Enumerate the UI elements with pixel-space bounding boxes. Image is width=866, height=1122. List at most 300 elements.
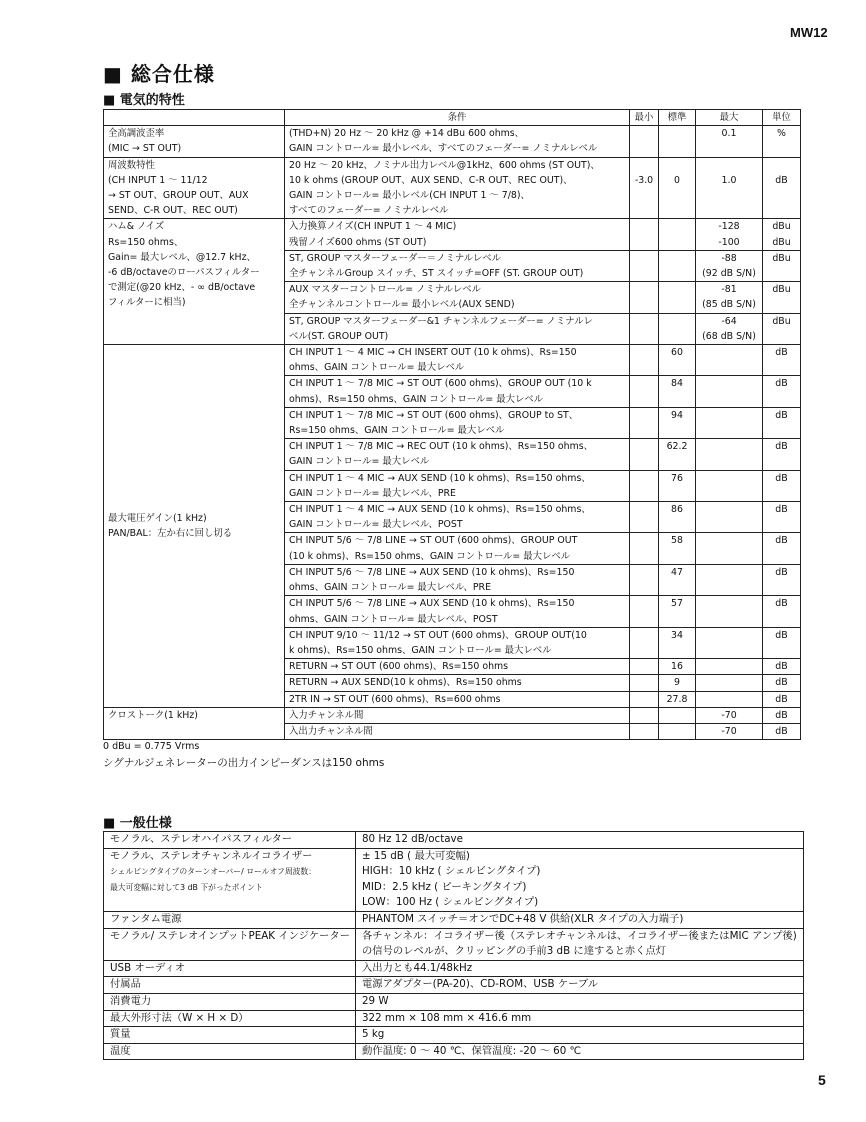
typ-value: 16 [671, 661, 683, 673]
typ-value: 62.2 [666, 441, 688, 453]
min-value [634, 360, 654, 375]
unit-value [767, 643, 796, 658]
unit-value-cell [763, 313, 801, 344]
typ-value-cell [659, 470, 696, 501]
spec-label-cell [104, 1027, 356, 1044]
category-cell [104, 157, 285, 219]
category-cell [104, 126, 285, 157]
typ-value: 86 [671, 504, 683, 516]
spec-value: ± 15 dB ( 最大可変幅) [362, 849, 470, 862]
spec-label-cell [104, 832, 356, 849]
typ-value [663, 126, 691, 141]
min-value [634, 219, 654, 234]
condition-cell: 全チャンネルGroup スイッチ、ST スイッチ=OFF (ST. GROUP OUT) [285, 266, 630, 282]
page-title: ■ 総合仕様 [103, 62, 215, 86]
typ-value: 58 [671, 535, 683, 547]
note-text: 0 dBu = 0.775 Vrms [103, 741, 200, 752]
min-value: -3.0 [634, 174, 654, 186]
max-value-cell [696, 470, 763, 501]
spec-label-cell [104, 848, 356, 911]
max-value-cell [696, 564, 763, 595]
min-value [634, 345, 654, 360]
typ-value [663, 188, 691, 203]
max-value [700, 376, 758, 391]
min-value [634, 471, 654, 486]
min-value [634, 141, 654, 156]
min-value [634, 517, 654, 532]
max-value [700, 565, 758, 580]
min-value [634, 692, 654, 707]
category-text: 全高調波歪率 [108, 128, 165, 140]
unit-value: dB [775, 174, 788, 186]
table-row [104, 960, 804, 977]
min-value [634, 203, 654, 218]
condition-cell: 全チャンネルコントロール= 最小レベル(AUX SEND) [285, 297, 630, 313]
max-value [700, 471, 758, 486]
unit-value: dB [775, 409, 788, 421]
typ-value [663, 266, 691, 281]
unit-value: dB [775, 347, 788, 359]
min-value [634, 282, 654, 297]
spec-value: MID：2.5 kHz ( ピーキングタイプ) [362, 880, 527, 893]
typ-value-cell [659, 707, 696, 723]
typ-value-cell [659, 533, 696, 564]
spec-label [110, 944, 349, 960]
min-value [634, 251, 654, 266]
typ-value [663, 580, 691, 595]
max-value-cell [696, 282, 763, 313]
category-text: SEND、C-R OUT、REC OUT) [108, 205, 238, 217]
max-value: 0.1 [721, 128, 737, 140]
condition-cell: ST, GROUP マスターフェーダー&1 チャンネルフェーダー= ノミナルレ [285, 313, 630, 329]
min-value [634, 502, 654, 517]
typ-value: 84 [671, 378, 683, 390]
min-value [634, 158, 654, 173]
unit-value-cell [763, 250, 801, 281]
category-text: Gain= 最大レベル、@12.7 kHz、 [108, 251, 256, 263]
unit-value [767, 612, 796, 627]
typ-value [663, 392, 691, 407]
condition-cell: すべてのフェーダー= ノミナルレベル [285, 203, 630, 219]
min-value-cell [630, 723, 659, 739]
unit-value: dB [775, 693, 788, 705]
typ-value: 94 [671, 409, 683, 421]
max-value: -70 [721, 709, 737, 721]
min-value [634, 439, 654, 454]
min-value-cell [630, 596, 659, 627]
unit-value-cell [763, 282, 801, 313]
unit-value-cell [763, 596, 801, 627]
condition-cell: CH INPUT 5/6 ～ 7/8 LINE → AUX SEND (10 k ohms)、Rs=150 [285, 596, 630, 612]
spec-value: 29 W [362, 994, 389, 1007]
condition-cell: GAIN コントロール= 最小レベル(CH INPUT 1 ～ 7/8)、 [285, 188, 630, 203]
condition-cell: ohms、GAIN コントロール= 最大レベル、POST [285, 612, 630, 628]
min-value [634, 643, 654, 658]
max-value: -128 [718, 221, 740, 233]
max-value-cell [696, 707, 763, 723]
min-value [634, 454, 654, 469]
typ-value [663, 282, 691, 297]
table-row [104, 848, 804, 911]
category-text: クロストーク(1 kHz) [108, 709, 198, 721]
typ-value: 76 [671, 472, 683, 484]
spec-value-cell [356, 960, 804, 977]
unit-value [767, 486, 796, 501]
spec-value: の信号のレベルが、クリッピングの手前3 dB に達すると赤く点灯 [362, 945, 667, 958]
unit-value: dB [775, 629, 788, 641]
unit-value: dB [775, 378, 788, 390]
spec-value: 動作温度: 0 ～ 40 ℃、保管温度: -20 ～ 60 ℃ [362, 1044, 582, 1057]
min-value [634, 126, 654, 141]
unit-value: dBu [772, 315, 791, 327]
spec-label [110, 895, 349, 911]
unit-value-cell [763, 533, 801, 564]
condition-cell: CH INPUT 1 ～ 7/8 MIC → ST OUT (600 ohms)、GROUP OUT (10 k [285, 376, 630, 392]
page-number: 5 [818, 1072, 826, 1088]
spec-value: 80 Hz 12 dB/octave [362, 833, 463, 845]
header-cell: 標準 [659, 110, 696, 126]
typ-value [663, 219, 691, 234]
max-value [700, 486, 758, 501]
spec-label-cell [104, 960, 356, 977]
max-value [700, 408, 758, 423]
header-cell: 最大 [696, 110, 763, 126]
unit-value: dB [775, 441, 788, 453]
unit-value: dBu [772, 221, 791, 233]
general-heading: ■ 一般仕様 [103, 816, 172, 831]
spec-value: LOW：100 Hz ( シェルビングタイプ) [362, 896, 539, 909]
condition-cell: ohms)、Rs=150 ohms、GAIN コントロール= 最大レベル [285, 392, 630, 408]
max-value: -64 [721, 315, 737, 327]
min-value-cell [630, 470, 659, 501]
typ-value [663, 486, 691, 501]
typ-value: 9 [674, 677, 680, 689]
unit-value: dB [775, 661, 788, 673]
max-value [700, 596, 758, 611]
spec-value-cell [356, 1027, 804, 1044]
min-value [634, 724, 654, 739]
category-text: (CH INPUT 1 ～ 11/12 [108, 174, 208, 186]
min-value-cell [630, 707, 659, 723]
typ-value-cell [659, 376, 696, 407]
unit-value [767, 423, 796, 438]
general-spec-table [103, 831, 804, 1060]
typ-value [663, 251, 691, 266]
spec-label: 付属品 [110, 978, 141, 991]
typ-value: 27.8 [666, 693, 688, 705]
table-row [104, 126, 801, 142]
category-text: (MIC → ST OUT) [108, 143, 182, 155]
condition-cell: 残留ノイズ600 ohms (ST OUT) [285, 235, 630, 251]
max-value: -88 [721, 252, 737, 264]
min-value [634, 533, 654, 548]
typ-value-cell [659, 250, 696, 281]
typ-value [663, 643, 691, 658]
max-value [700, 423, 758, 438]
max-value [700, 611, 758, 626]
max-value-cell [696, 250, 763, 281]
condition-cell: CH INPUT 5/6 ～ 7/8 LINE → ST OUT (600 ohms)、GROUP OUT [285, 533, 630, 549]
max-value: (85 dB S/N) [702, 299, 756, 311]
table-row [104, 707, 801, 723]
min-value [634, 423, 654, 438]
condition-cell: ベル(ST. GROUP OUT) [285, 329, 630, 345]
spec-value-cell [356, 977, 804, 994]
max-value [700, 549, 758, 564]
condition-cell: 入力チャンネル間 [285, 707, 630, 723]
min-value [634, 314, 654, 329]
unit-value: dBu [772, 252, 791, 264]
unit-value-cell [763, 691, 801, 707]
category-cell [104, 345, 285, 708]
condition-cell: ohms、GAIN コントロール= 最大レベル [285, 360, 630, 376]
unit-value: dB [775, 709, 788, 721]
category-text: 最大電圧ゲイン(1 kHz) [108, 512, 207, 524]
max-value [700, 158, 758, 173]
max-value-cell [696, 533, 763, 564]
unit-value [767, 517, 796, 532]
unit-value [767, 454, 796, 469]
condition-cell: GAIN コントロール= 最大レベル、PRE [285, 486, 630, 502]
spec-label: 最大可変幅に対して3 dB 下がったポイント [110, 882, 263, 892]
table-header-row [104, 110, 801, 126]
min-value [634, 376, 654, 391]
spec-label: シェルビングタイプのターンオーバー/ ロールオフ周波数： [110, 867, 317, 877]
max-value [700, 517, 758, 532]
max-value [700, 454, 758, 469]
typ-value-cell [659, 407, 696, 438]
spec-label-cell [104, 1010, 356, 1027]
condition-cell: (THD+N) 20 Hz ～ 20 kHz @ +14 dBu 600 ohms、 [285, 126, 630, 142]
spec-value: HIGH：10 kHz ( シェルビングタイプ) [362, 865, 541, 878]
spec-value: 電源アダプター(PA-20)、CD-ROM、USB ケーブル [362, 978, 599, 991]
unit-value-cell [763, 723, 801, 739]
typ-value [663, 708, 691, 723]
condition-cell: 10 k ohms (GROUP OUT、AUX SEND、C-R OUT、REC OUT)、 [285, 173, 630, 188]
unit-value [767, 360, 796, 375]
unit-value: % [777, 128, 786, 140]
typ-value-cell [659, 219, 696, 250]
notes [103, 739, 384, 771]
max-value-cell [696, 691, 763, 707]
unit-value-cell [763, 219, 801, 250]
max-value [700, 580, 758, 595]
max-value: 1.0 [721, 174, 737, 186]
min-value-cell [630, 502, 659, 533]
table-row [104, 993, 804, 1010]
spec-label: ファンタム電源 [110, 912, 182, 925]
table-row [104, 911, 804, 928]
table-row [104, 219, 801, 235]
max-value-cell [696, 627, 763, 658]
unit-value-cell [763, 502, 801, 533]
typ-value: 57 [671, 598, 683, 610]
unit-value-cell [763, 707, 801, 723]
unit-value [767, 266, 796, 281]
spec-value: PHANTOM スイッチ＝オンでDC+48 V 供給(XLR タイプの入力端子) [362, 912, 684, 925]
spec-value: 入出力とも44.1/48kHz [362, 961, 473, 974]
condition-cell: RETURN → ST OUT (600 ohms)、Rs=150 ohms [285, 659, 630, 675]
max-value [700, 643, 758, 658]
max-value: -81 [721, 284, 737, 296]
model-name: MW12 [790, 25, 828, 40]
typ-value-cell [659, 691, 696, 707]
category-text: フィルターに相当) [108, 297, 186, 309]
spec-value-cell [356, 993, 804, 1010]
min-value-cell [630, 313, 659, 344]
typ-value [663, 203, 691, 218]
typ-value-cell [659, 282, 696, 313]
category-cell [104, 707, 285, 739]
max-value-cell [696, 439, 763, 470]
typ-value: 60 [671, 347, 683, 359]
min-value-cell [630, 564, 659, 595]
condition-cell: GAIN コントロール= 最大レベル、POST [285, 517, 630, 533]
category-text: ハム& ノイズ [108, 221, 165, 233]
spec-value: 各チャンネル：イコライザー後（ステレオチャンネルは、イコライザー後またはMIC アンプ後) [362, 929, 797, 942]
min-value [634, 675, 654, 690]
unit-value: dBu [772, 284, 791, 296]
table-row [104, 928, 804, 960]
category-text: -6 dB/octaveのローパスフィルター [108, 267, 260, 279]
unit-value [767, 392, 796, 407]
unit-value: dB [775, 566, 788, 578]
condition-cell: RETURN → AUX SEND(10 k ohms)、Rs=150 ohms [285, 675, 630, 691]
unit-value-cell [763, 407, 801, 438]
max-value [700, 659, 758, 674]
spec-label: モノラル、ステレオハイパスフィルター [110, 833, 293, 845]
max-value [700, 628, 758, 643]
min-value [634, 235, 654, 250]
typ-value: 34 [671, 629, 683, 641]
unit-value [767, 549, 796, 564]
spec-value-cell [356, 832, 804, 849]
condition-cell: GAIN コントロール= 最大レベル [285, 454, 630, 470]
unit-value: dB [775, 472, 788, 484]
unit-value-cell [763, 376, 801, 407]
table-row [104, 832, 804, 849]
table-row [104, 1043, 804, 1060]
spec-label-cell [104, 993, 356, 1010]
max-value-cell [696, 675, 763, 691]
header-cell [104, 110, 285, 126]
spec-label: USB オーディオ [110, 961, 186, 974]
max-value-cell [696, 596, 763, 627]
condition-cell: 2TR IN → ST OUT (600 ohms)、Rs=600 ohms [285, 691, 630, 707]
spec-value: 5 kg [362, 1028, 385, 1041]
min-value [634, 188, 654, 203]
category-cell [104, 219, 285, 345]
min-value [634, 266, 654, 281]
max-value-cell [696, 157, 763, 219]
condition-cell: 入力換算ノイズ(CH INPUT 1 ～ 4 MIC) [285, 219, 630, 235]
table-row [104, 345, 801, 361]
condition-cell: CH INPUT 1 ～ 7/8 MIC → REC OUT (10 k ohms)、Rs=150 ohms、 [285, 439, 630, 455]
unit-value [767, 580, 796, 595]
typ-value [663, 329, 691, 344]
min-value [634, 565, 654, 580]
min-value-cell [630, 282, 659, 313]
table-row [104, 977, 804, 994]
max-value [700, 360, 758, 375]
max-value: (68 dB S/N) [702, 330, 756, 342]
min-value [634, 628, 654, 643]
header-cell: 最小 [630, 110, 659, 126]
typ-value-cell [659, 723, 696, 739]
typ-value [663, 423, 691, 438]
typ-value-cell [659, 345, 696, 376]
unit-value-cell [763, 126, 801, 157]
condition-cell: ST, GROUP マスターフェーダー＝ノミナルレベル [285, 250, 630, 266]
condition-cell: 20 Hz ～ 20 kHz、ノミナル出力レベル@1kHz、600 ohms (ST OUT)、 [285, 157, 630, 173]
unit-value [767, 329, 796, 344]
category-text: → ST OUT、GROUP OUT、AUX [108, 190, 249, 202]
typ-value-cell [659, 564, 696, 595]
spec-label: 質量 [110, 1028, 131, 1041]
condition-cell: Rs=150 ohms、GAIN コントロール= 最大レベル [285, 423, 630, 439]
spec-label-cell [104, 911, 356, 928]
unit-value: dBu [772, 236, 791, 248]
unit-value: dB [775, 535, 788, 547]
max-value [700, 392, 758, 407]
max-value-cell [696, 313, 763, 344]
min-value-cell [630, 627, 659, 658]
typ-value [663, 517, 691, 532]
max-value [700, 188, 758, 203]
typ-value [663, 297, 691, 312]
spec-label-cell [104, 928, 356, 960]
typ-value-cell [659, 659, 696, 675]
max-value [700, 203, 758, 218]
max-value-cell [696, 659, 763, 675]
min-value-cell [630, 533, 659, 564]
typ-value [663, 314, 691, 329]
header-cell: 単位 [763, 110, 801, 126]
unit-value-cell [763, 345, 801, 376]
category-text: で測定(@20 kHz、- ∞ dB/octave [108, 282, 256, 294]
typ-value [663, 549, 691, 564]
min-value [634, 708, 654, 723]
category-text: Rs=150 ohms、 [108, 236, 184, 248]
max-value-cell [696, 407, 763, 438]
spec-label: 温度 [110, 1044, 131, 1057]
min-value [634, 329, 654, 344]
spec-value-cell [356, 911, 804, 928]
unit-value-cell [763, 157, 801, 219]
unit-value: dB [775, 677, 788, 689]
spec-label-cell [104, 1043, 356, 1060]
max-value-cell [696, 376, 763, 407]
table-row [104, 1010, 804, 1027]
min-value-cell [630, 219, 659, 250]
unit-value: dB [775, 725, 788, 737]
min-value-cell [630, 691, 659, 707]
min-value-cell [630, 439, 659, 470]
unit-value [767, 141, 796, 156]
typ-value: 0 [674, 174, 680, 186]
spec-value-cell [356, 1010, 804, 1027]
typ-value [663, 235, 691, 250]
min-value [634, 659, 654, 674]
min-value-cell [630, 250, 659, 281]
note-text: シグナルジェネレーターの出力インピーダンスは150 ohms [103, 757, 385, 769]
typ-value-cell [659, 126, 696, 157]
unit-value: dB [775, 504, 788, 516]
condition-cell: CH INPUT 1 ～ 7/8 MIC → ST OUT (600 ohms)、GROUP to ST、 [285, 407, 630, 423]
header-cell: 条件 [285, 110, 630, 126]
typ-value: 47 [671, 566, 683, 578]
min-value [634, 486, 654, 501]
